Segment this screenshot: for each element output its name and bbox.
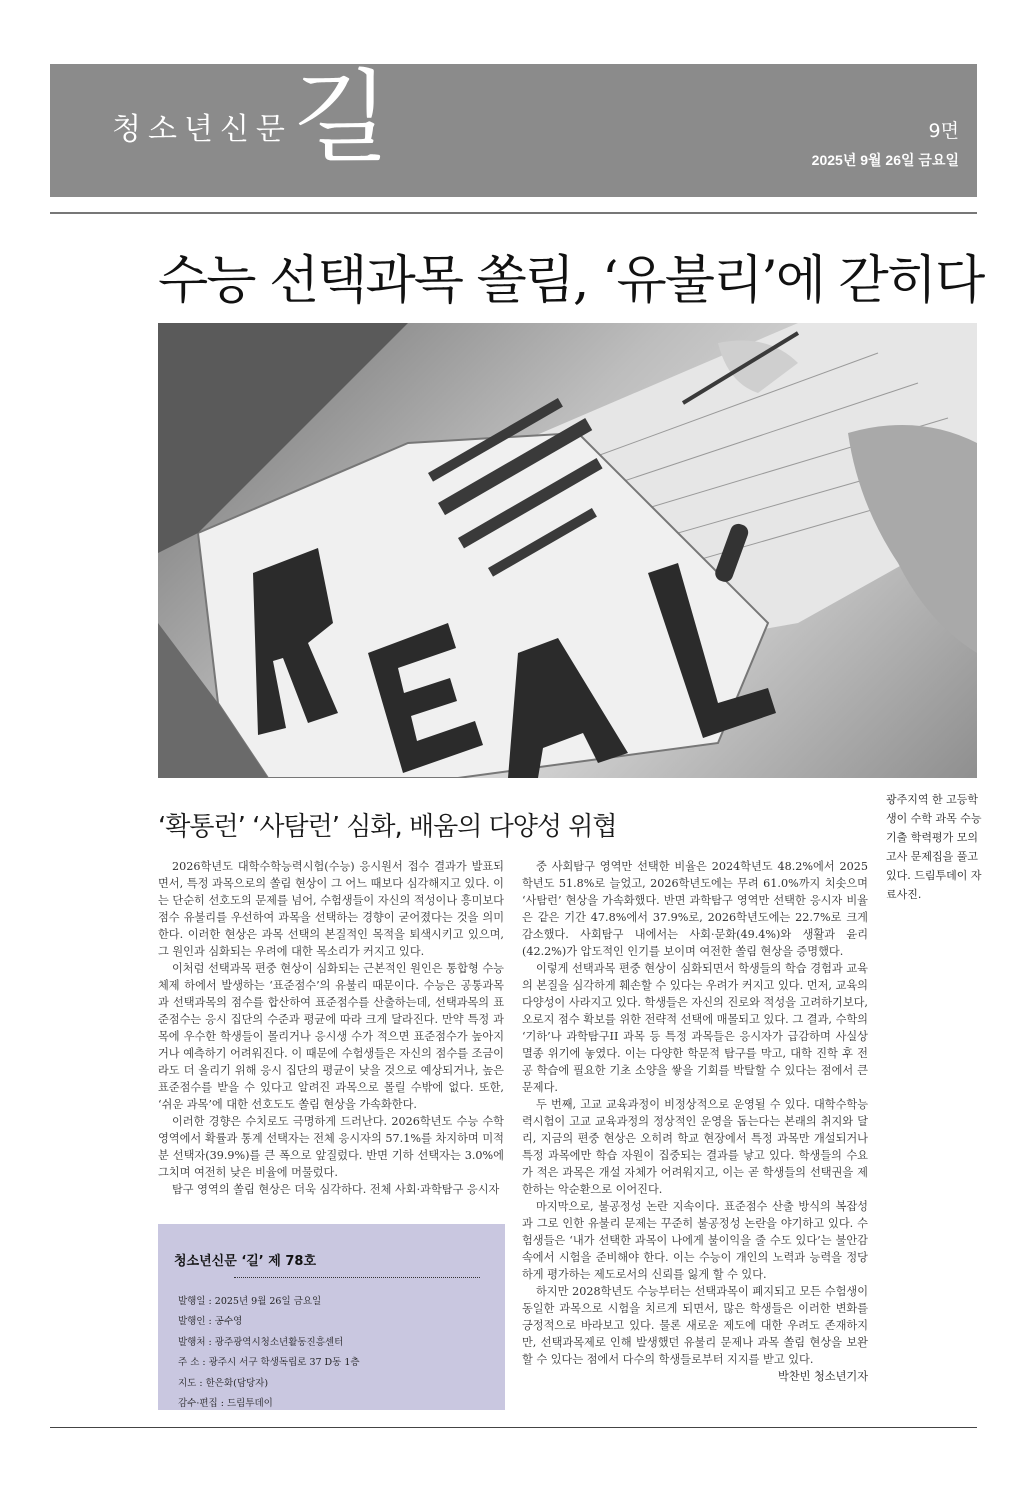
info-line: 발행일 : 2025년 9월 26일 금요일 xyxy=(178,1296,322,1307)
paragraph: 2026학년도 대학수학능력시험(수능) 응시원서 접수 결과가 발표되면서, 특정 과목으로의 쏠림 현상이 그 어느 때보다 심각해지고 있다. 이는 단순히 선호도의 문제를 넘어, 수험생들이 자신의 적성이나 흥미보다 점수 유불리를 우선하여 과목을 선택하는 경향이 굳어졌다는 것을 의미한다. 이러한 현상은 과목 선택의 본질적인 목적을 퇴색시키고 있으며, 그 원인과 심화되는 우려에 대한 목소리가 커지고 있다. xyxy=(158,860,504,958)
top-divider xyxy=(50,212,977,214)
bottom-divider xyxy=(50,1427,977,1428)
article-column-left xyxy=(158,858,504,1198)
paragraph: 이렇게 선택과목 편중 현상이 심화되면서 학생들의 학습 경험과 교육의 본질을 심각하게 훼손할 수 있다는 우려가 커지고 있다. 먼저, 교육의 다양성이 사라지고 있다. 학생들은 자신의 진로와 적성을 고려하기보다, 오로지 점수 확보를 위한 전략적 선택에 매몰되고 있다. 그 결과, 수학의 ‘기하’나 과학탐구II 과목 등 특정 과목들은 응시자가 급감하며 사실상 멸종 위기에 놓였다. 이는 다양한 학문적 탐구를 막고, 대학 진학 후 전공 학습에 필요한 기초 소양을 쌓을 기회를 박탈할 수 있다는 점에서 큰 문제다. xyxy=(522,962,868,1094)
info-line: 감수·편집 : 드림투데이 xyxy=(178,1398,273,1410)
info-line: 지도 : 한은화(담당자) xyxy=(178,1377,269,1389)
edition-label: 9면 xyxy=(928,120,959,142)
paragraph: 이러한 경향은 수치로도 극명하게 드러난다. 2026학년도 수능 수학 영역에서 확률과 통계 선택자는 전체 응시자의 57.1%를 차지하며 미적분 선택자(39.9%)를 큰 폭으로 앞질렀다. 반면 기하 선택자는 3.0%에 그치며 여전히 낮은 비율에 머물렀다. xyxy=(158,1115,504,1179)
paragraph: 하지만 2028학년도 수능부터는 선택과목이 폐지되고 모든 수험생이 동일한 과목으로 시험을 치르게 되면서, 많은 학생들은 이러한 변화를 긍정적으로 바라보고 있다. 물론 새로운 제도에 대한 우려도 존재하지만, 선택과목제로 인해 발생했던 유불리 문제나 과목 쏠림 현상을 보완할 수 있다는 점에서 다수의 학생들로부터 지지를 받고 있다. xyxy=(522,1285,868,1366)
paper-name: 청소년신문 xyxy=(112,112,292,147)
paper-logo: 길 xyxy=(293,59,390,176)
dotted-divider xyxy=(234,1277,480,1278)
paragraph: 마지막으로, 불공정성 논란 지속이다. 표준점수 산출 방식의 복잡성과 그로 인한 유불리 문제는 꾸준히 불공정성 논란을 야기하고 있다. 수험생들은 ‘내가 선택한 과목이 나에게 불이익을 줄 수도 있다’는 불안감 속에서 시험을 준비해야 한다. 이는 수능이 개인의 노력과 능력을 정당하게 평가하는 제도로서의 신뢰를 잃게 할 수 있다. xyxy=(522,1200,868,1281)
masthead xyxy=(50,59,977,197)
issue-date: 2025년 9월 26일 금요일 xyxy=(811,152,959,168)
info-line: 주 소 : 광주시 서구 학생독립로 37 D동 1층 xyxy=(178,1357,360,1369)
byline: 박찬빈 청소년기자 xyxy=(777,1370,868,1383)
paragraph: 두 번째, 고교 교육과정이 비정상적으로 운영될 수 있다. 대학수학능력시험이 고교 교육과정의 정상적인 운영을 돕는다는 본래의 취지와 달리, 지금의 편중 현상은 오히려 학교 현장에서 특정 과목만 개설되거나 특정 과목에만 학습 자원이 집중되는 결과를 낳고 있다. 학생들의 수요가 적은 과목은 개설 자체가 어려워지고, 이는 곧 학생들의 선택권을 제한하는 악순환으로 이어진다. xyxy=(522,1098,868,1196)
publication-info-box xyxy=(158,1224,505,1410)
article-column-right xyxy=(522,858,868,1385)
info-line: 발행인 : 공수영 xyxy=(178,1316,243,1328)
paragraph: 중 사회탐구 영역만 선택한 비율은 2024학년도 48.2%에서 2025학년도 51.8%로 늘었고, 2026학년도에는 무려 61.0%까지 치솟으며 ‘사탐런’ 현상을 가속화했다. 반면 과학탐구 영역만 선택한 응시자 비율은 같은 기간 47.8%에서 37.9%로, 2026학년도에는 22.7%로 크게 감소했다. 사회탐구 내에서는 사회·문화(49.4%)와 생활과 윤리(42.2%)가 압도적인 인기를 보이며 여전한 쏠림 현상을 증명했다. xyxy=(522,860,868,958)
paragraph: 탐구 영역의 쏠림 현상은 더욱 심각하다. 전체 사회·과학탐구 응시자 xyxy=(172,1183,500,1196)
subheadline: ‘확통런’ ‘사탐런’ 심화, 배움의 다양성 위협 xyxy=(158,812,617,842)
article-photo xyxy=(158,323,977,778)
info-list xyxy=(178,1292,360,1414)
photo-caption: 광주지역 한 고등학생이 수학 과목 수능기출 학력평가 모의고사 문제집을 풀고 있다. 드림투데이 자료사진. xyxy=(886,793,982,901)
headline: 수능 선택과목 쏠림, ‘유불리’에 갇히다 xyxy=(158,251,984,311)
info-title: 청소년신문 ‘길’ 제 78호 xyxy=(174,1254,317,1269)
photo-illustration xyxy=(158,323,977,778)
paragraph: 이처럼 선택과목 편중 현상이 심화되는 근본적인 원인은 통합형 수능 체제 하에서 발생하는 ‘표준점수’의 유불리 때문이다. 수능은 공통과목과 선택과목의 점수를 합산하여 표준점수를 산출하는데, 선택과목의 표준점수는 응시 집단의 수준과 평균에 따라 크게 달라진다. 만약 특정 과목에 우수한 학생들이 몰리거나 응시생 수가 적으면 표준점수가 높아지거나 예측하기 어려워진다. 이 때문에 수험생들은 자신의 점수를 조금이라도 더 올리기 위해 응시 집단의 평균이 낮을 것으로 예상되거나, 높은 표준점수를 받을 수 있다고 알려진 과목으로 몰릴 수밖에 없다. 또한, ‘쉬운 과목’에 대한 선호도도 쏠림 현상을 가속화한다. xyxy=(158,962,504,1111)
info-line: 발행처 : 광주광역시청소년활동진흥센터 xyxy=(178,1336,344,1348)
